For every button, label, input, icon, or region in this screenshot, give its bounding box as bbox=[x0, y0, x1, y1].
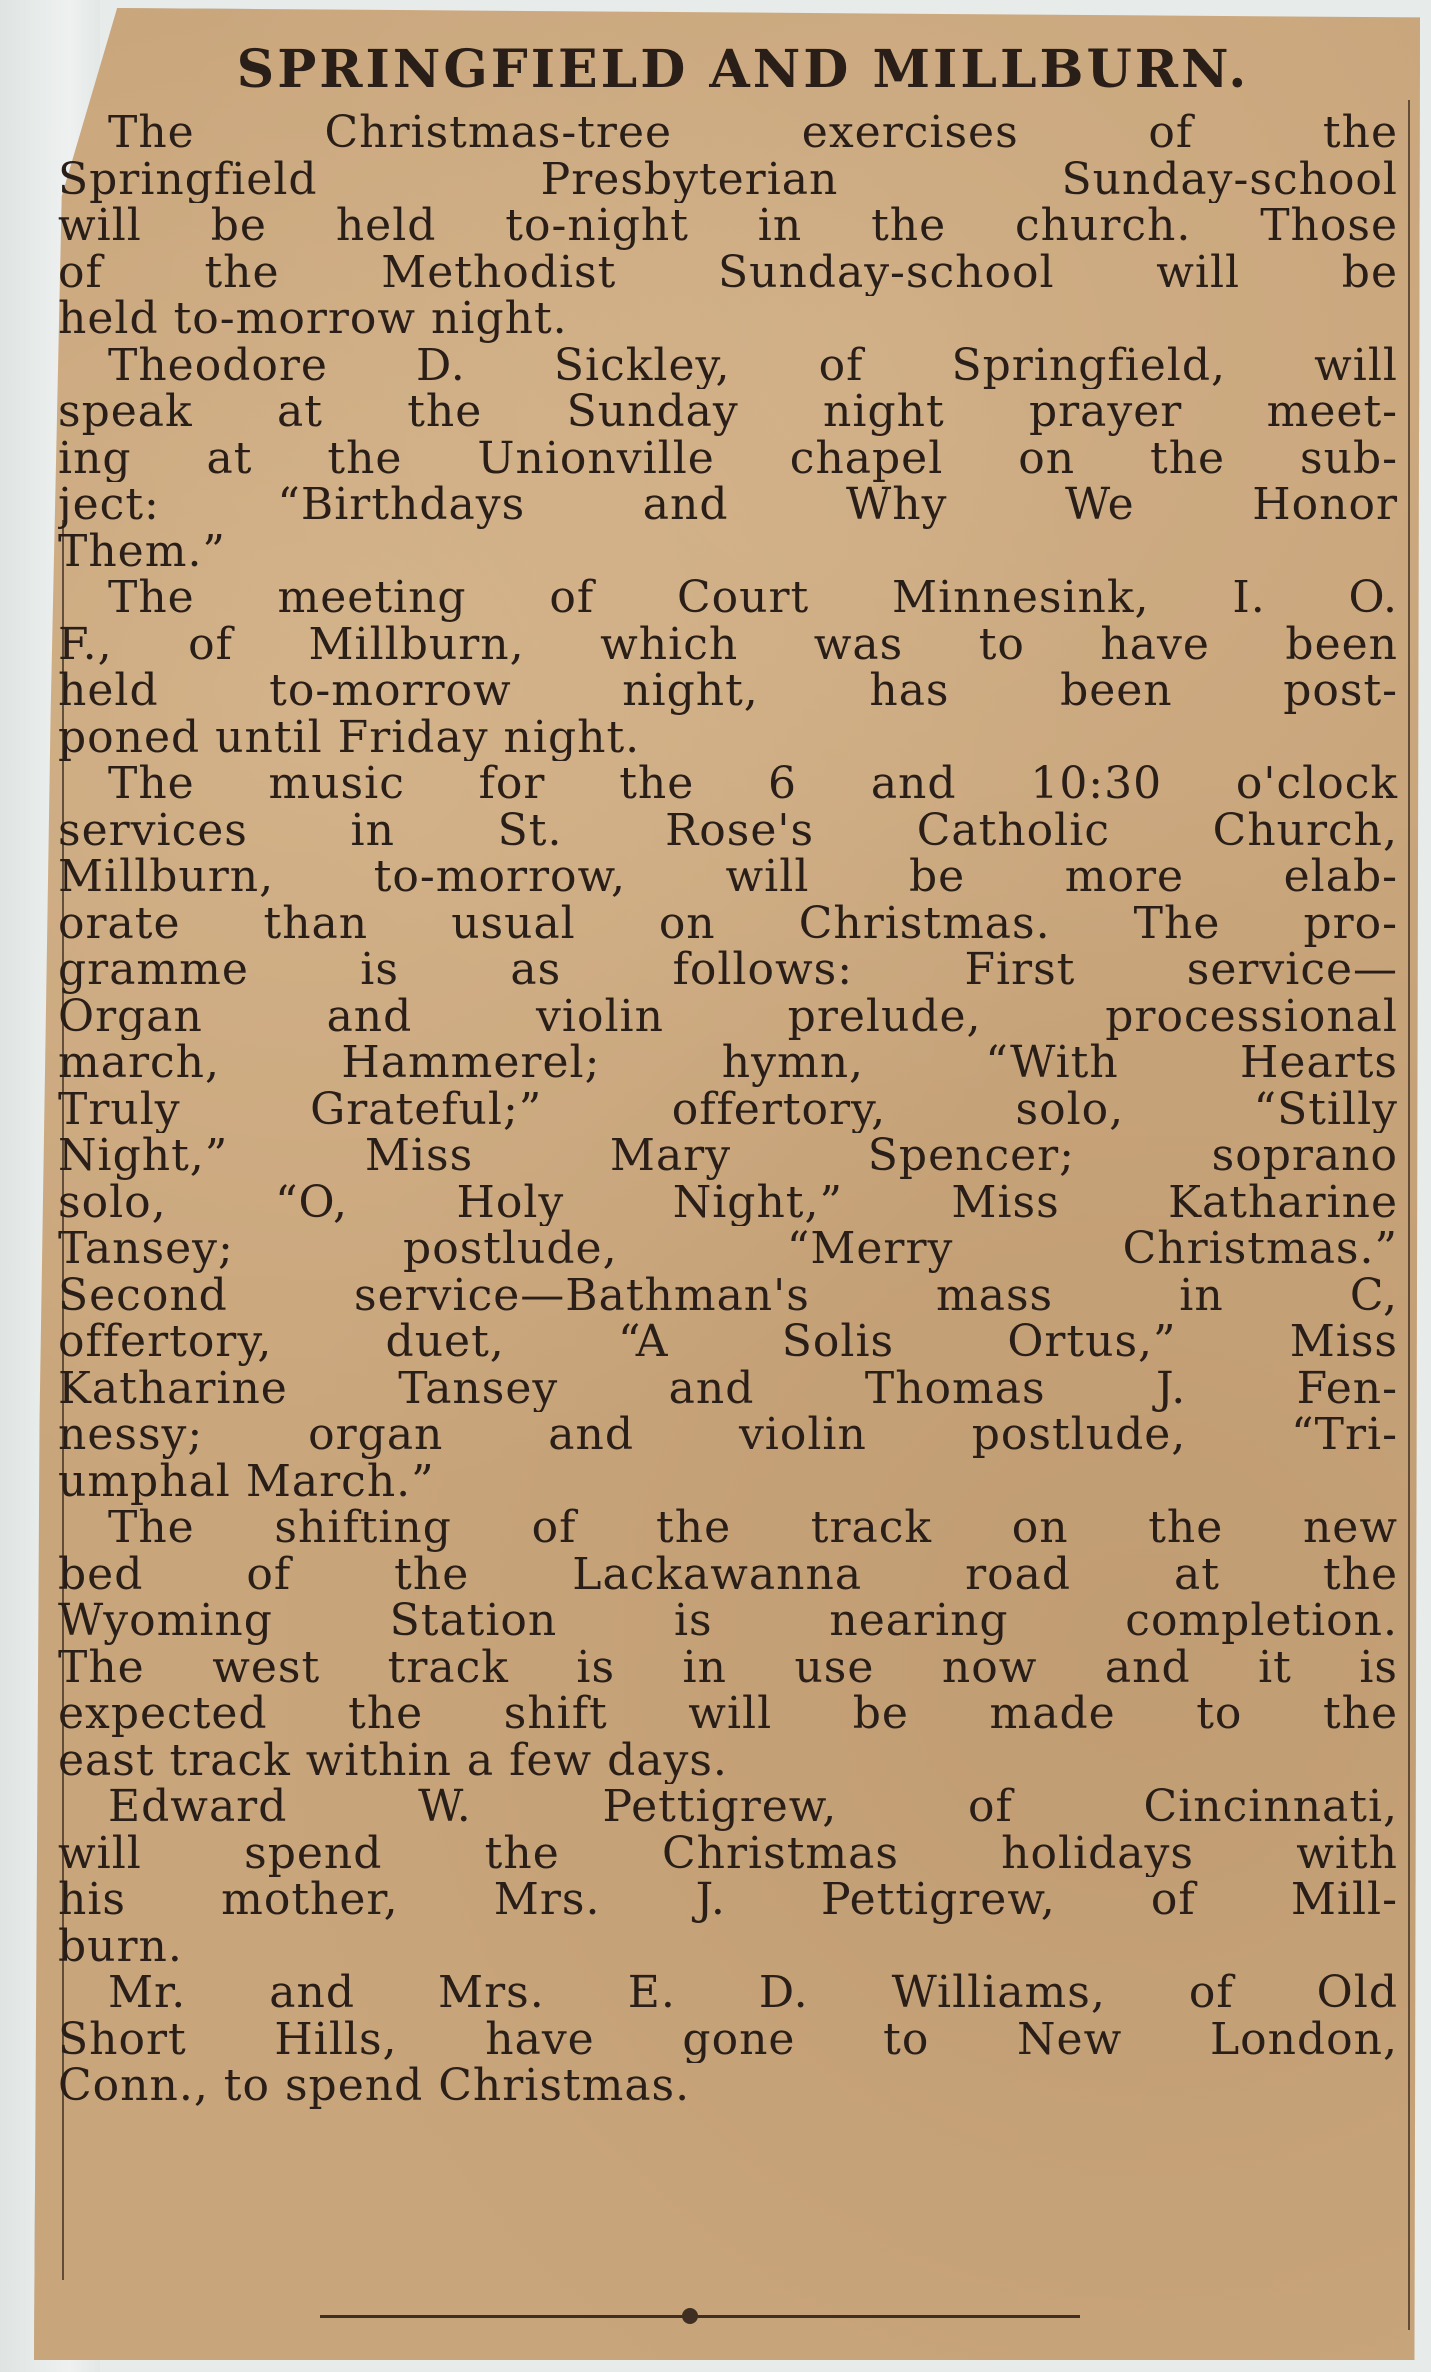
text-line: Springfield Presbyterian Sunday-school bbox=[58, 156, 1398, 203]
text-line: burn. bbox=[58, 1923, 183, 1970]
text-line: his mother, Mrs. J. Pettigrew, of Mill- bbox=[58, 1877, 1398, 1924]
headline: SPRINGFIELD AND MILLBURN. bbox=[236, 39, 1250, 100]
text-line: will spend the Christmas holidays with bbox=[58, 1830, 1398, 1877]
text-line: Tansey; postlude, “Merry Christmas.” bbox=[58, 1226, 1398, 1273]
text-line: Night,” Miss Mary Spencer; soprano bbox=[58, 1133, 1398, 1180]
text-line: gramme is as follows: First service— bbox=[58, 947, 1398, 994]
text-line: ing at the Unionville chapel on the sub- bbox=[58, 435, 1398, 482]
text-line: The meeting of Court Minnesink, I. O. bbox=[108, 575, 1398, 622]
text-line: Katharine Tansey and Thomas J. Fen- bbox=[58, 1365, 1398, 1412]
text-line: The Christmas-tree exercises of the bbox=[108, 110, 1398, 157]
text-line: solo, “O, Holy Night,” Miss Katharine bbox=[58, 1179, 1398, 1226]
text-line: The music for the 6 and 10:30 o'clock bbox=[108, 761, 1398, 808]
text-line: bed of the Lackawanna road at the bbox=[58, 1551, 1398, 1598]
paragraph bbox=[58, 1505, 1398, 1784]
paragraph bbox=[58, 1970, 1398, 2110]
text-line: held to-morrow night. bbox=[58, 296, 568, 343]
column-rule-right bbox=[1408, 100, 1410, 2330]
text-line: Truly Grateful;” offertory, solo, “Stilly bbox=[58, 1086, 1398, 1133]
text-line: Short Hills, have gone to New London, bbox=[58, 2016, 1398, 2063]
text-line: The west track is in use now and it is bbox=[58, 1644, 1398, 1691]
paragraph bbox=[58, 110, 1398, 343]
article bbox=[58, 40, 1398, 2110]
text-line: Mr. and Mrs. E. D. Williams, of Old bbox=[108, 1970, 1398, 2017]
text-line: Millburn, to-morrow, will be more elab- bbox=[58, 854, 1398, 901]
text-line: Wyoming Station is nearing completion. bbox=[58, 1598, 1398, 1645]
text-line: held to-morrow night, has been post- bbox=[58, 668, 1398, 715]
text-line: expected the shift will be made to the bbox=[58, 1691, 1398, 1738]
text-line: speak at the Sunday night prayer meet- bbox=[58, 389, 1398, 436]
text-line: Edward W. Pettigrew, of Cincinnati, bbox=[108, 1784, 1398, 1831]
text-line: ject: “Birthdays and Why We Honor bbox=[58, 482, 1398, 529]
text-line: umphal March.” bbox=[58, 1458, 435, 1505]
text-line: F., of Millburn, which was to have been bbox=[58, 621, 1398, 668]
text-line: march, Hammerel; hymn, “With Hearts bbox=[58, 1040, 1398, 1087]
text-line: poned until Friday night. bbox=[58, 714, 641, 761]
paragraph bbox=[58, 1784, 1398, 1970]
text-line: offertory, duet, “A Solis Ortus,” Miss bbox=[58, 1319, 1398, 1366]
text-line: Second service—Bathman's mass in C, bbox=[58, 1272, 1398, 1319]
text-line: will be held to-night in the church. Those bbox=[58, 203, 1398, 250]
text-line: Theodore D. Sickley, of Springfield, will bbox=[108, 342, 1398, 389]
paragraph bbox=[58, 761, 1398, 1505]
article-body bbox=[58, 110, 1398, 2110]
paragraph bbox=[58, 575, 1398, 761]
text-line: east track within a few days. bbox=[58, 1737, 728, 1784]
text-line: services in St. Rose's Catholic Church, bbox=[58, 807, 1398, 854]
paragraph bbox=[58, 343, 1398, 576]
text-line: of the Methodist Sunday-school will be bbox=[58, 249, 1398, 296]
end-rule-ornament bbox=[682, 2308, 698, 2324]
end-rule bbox=[320, 2315, 1080, 2318]
text-line: Them.” bbox=[58, 528, 226, 575]
text-line: The shifting of the track on the new bbox=[108, 1505, 1398, 1552]
text-line: nessy; organ and violin postlude, “Tri- bbox=[58, 1412, 1398, 1459]
text-line: Organ and violin prelude, processional bbox=[58, 993, 1398, 1040]
text-line: orate than usual on Christmas. The pro- bbox=[58, 900, 1398, 947]
text-line: Conn., to spend Christmas. bbox=[58, 2063, 691, 2110]
